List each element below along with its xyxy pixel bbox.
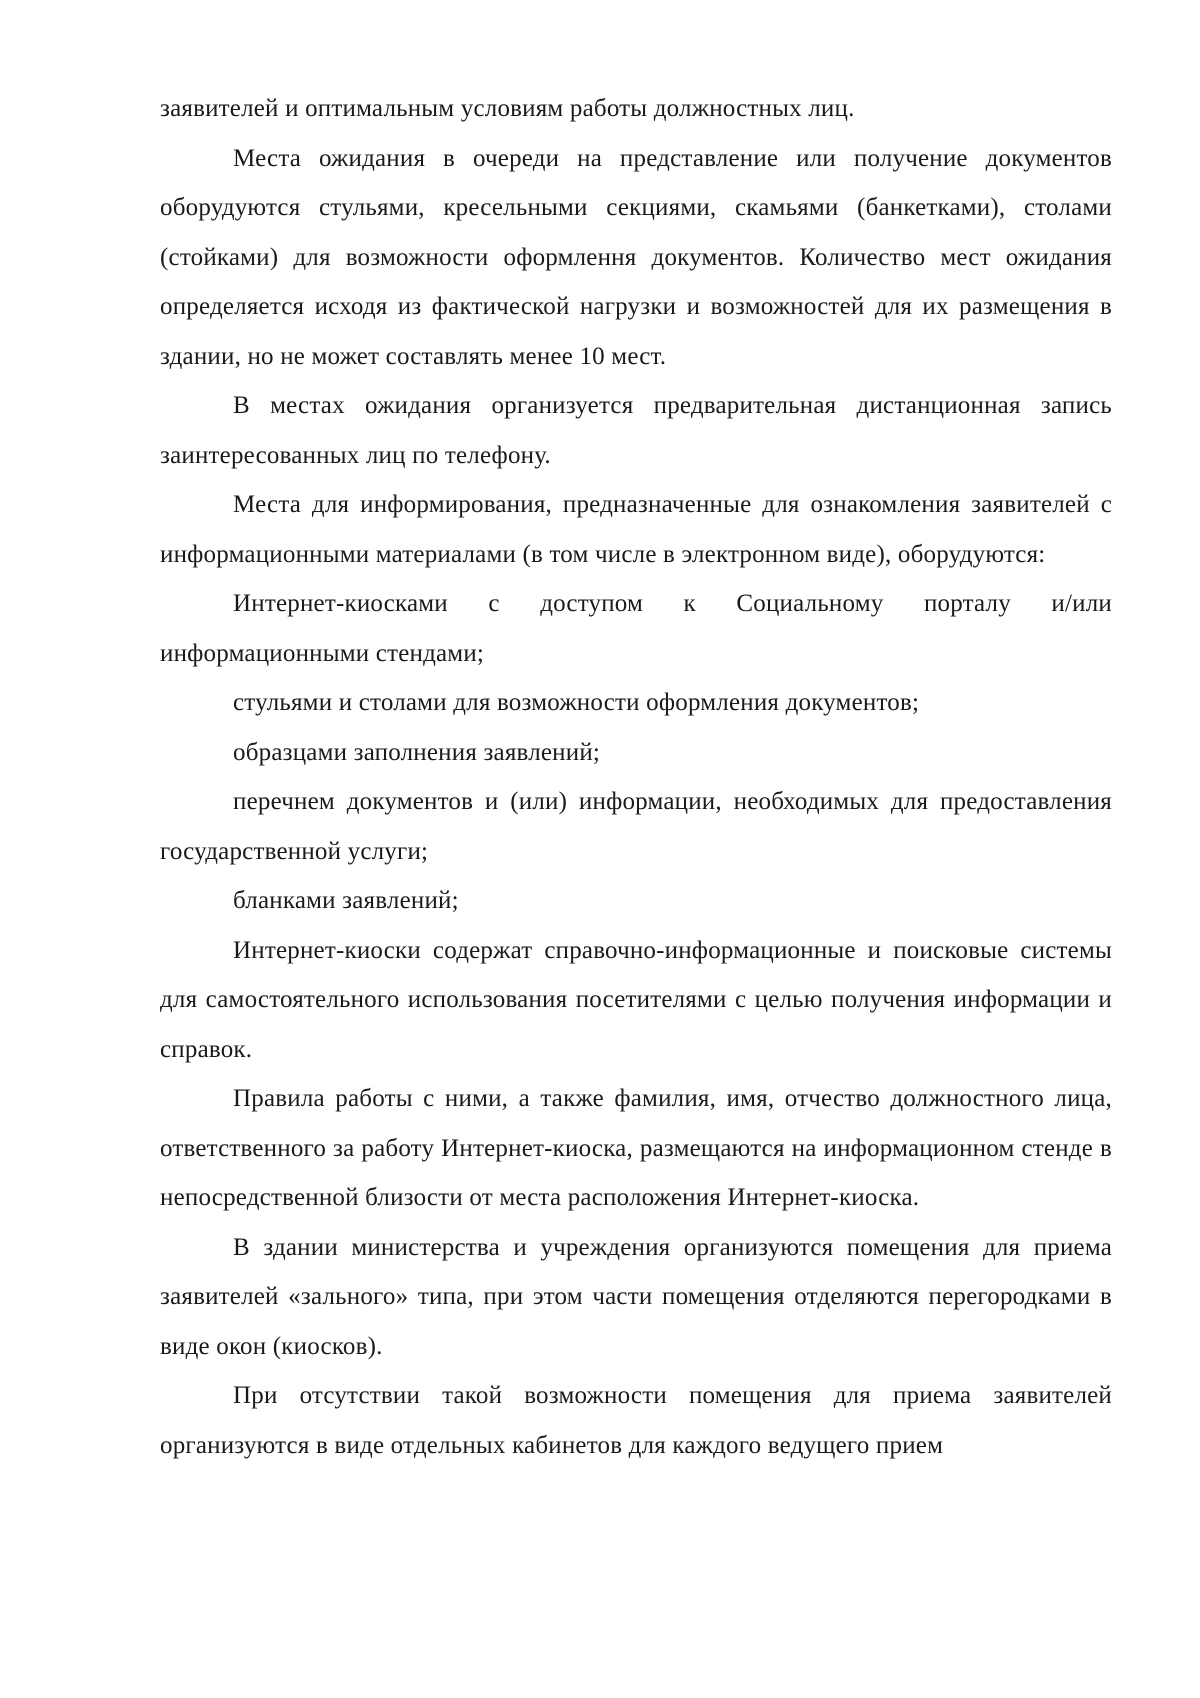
- list-item-samples: образцами заполнения заявлений;: [233, 738, 601, 766]
- paragraph-continuation: заявителей и оптимальным условиям работы должностных лиц.: [160, 95, 855, 122]
- paragraph-kiosk-systems: Интернет-киоски содержат справочно-информационные и поисковые системы для самостоятельного использования посетителями с целью получения информации и справок.: [160, 936, 1112, 1063]
- list-item-documents-list: перечнем документов и (или) информации, необходимых для предоставления государственной услуги;: [160, 788, 1112, 865]
- list-item-forms: бланками заявлений;: [233, 887, 459, 914]
- list-item-kiosks: Интернет-киосками с доступом к Социальному порталу и/или информационными стендами;: [160, 590, 1112, 667]
- document-body: [160, 84, 1112, 1470]
- paragraph-remote-booking: В местах ожидания организуется предварительная дистанционная запись заинтересованных лиц по телефону.: [160, 392, 1112, 469]
- paragraph-kiosk-rules: Правила работы с ними, а также фамилия, имя, отчество должностного лица, ответственного за работу Интернет-киоска, размещаются на информационном стенде в непосредственной близости от места расположения Интернет-киоска.: [160, 1085, 1112, 1211]
- paragraph-info-places: Места для информирования, предназначенные для ознакомления заявителей с информационными материалами (в том числе в электронном виде), оборудуются:: [160, 491, 1112, 568]
- paragraph-waiting-places: Места ожидания в очереди на представление или получение документов оборудуются стульями, кресельными секциями, скамьями (банкетками), столами (стойками) для возможности оформлення документов. Количество мест ожидания определяется исходя из фактической нагрузки и возможностей для их размещения в здании, но не может составлять менее 10 мест.: [160, 144, 1112, 370]
- paragraph-hall-reception: В здании министерства и учреждения организуются помещения для приема заявителей «зального» типа, при этом части помещения отделяются перегородками в виде окон (киосков).: [160, 1233, 1112, 1360]
- paragraph-separate-offices: При отсутствии такой возможности помещения для приема заявителей организуются в виде отдельных кабинетов для каждого ведущего прием: [160, 1382, 1112, 1459]
- list-item-chairs-tables: стульями и столами для возможности оформления документов;: [233, 689, 920, 716]
